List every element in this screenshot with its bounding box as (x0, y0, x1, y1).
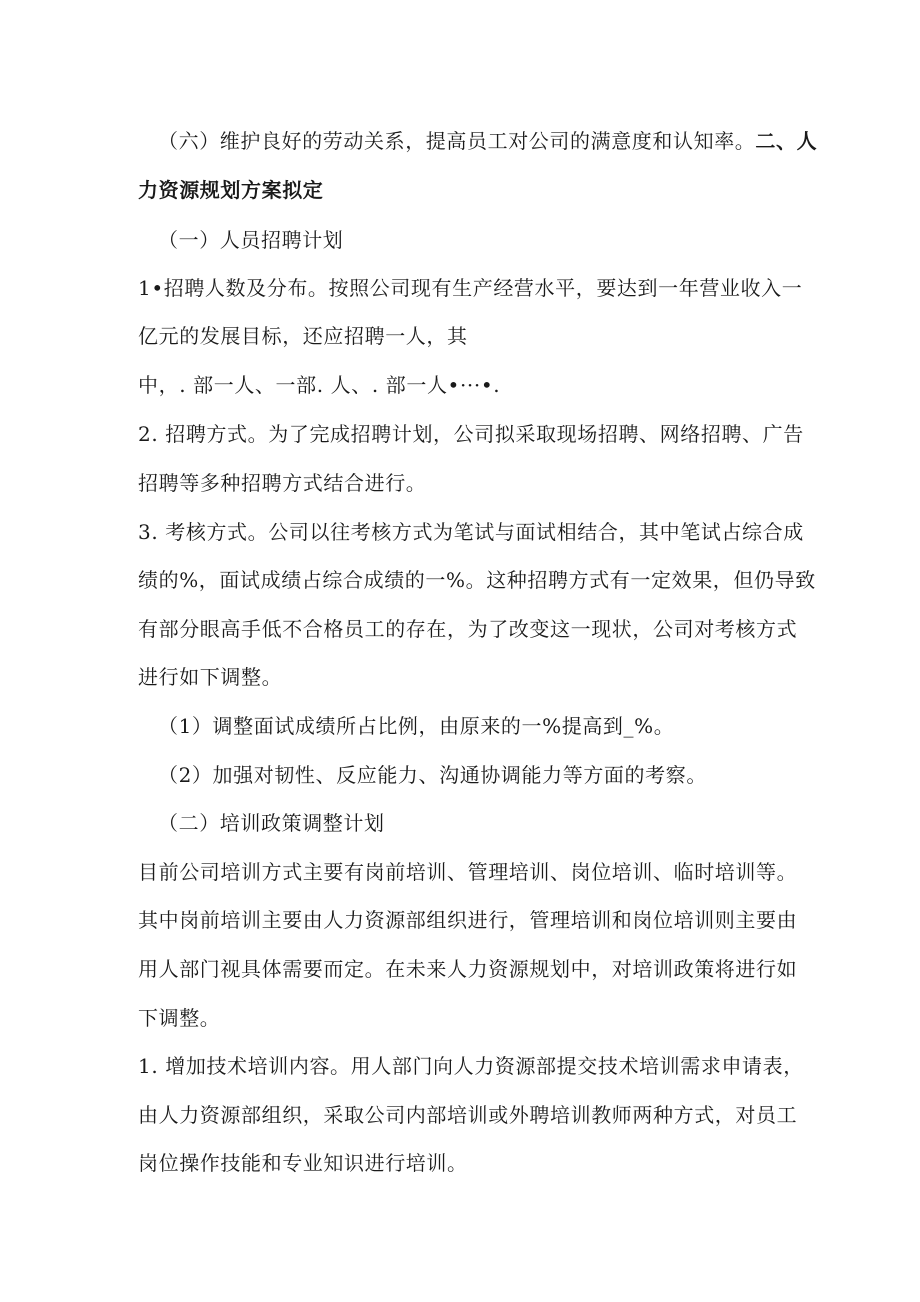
paragraph-line: 有部分眼高手低不合格员工的存在，为了改变这一现状，公司对考核方式 (138, 617, 798, 641)
list-item: （2）加强对韧性、反应能力、沟通协调能力等方面的考察。 (158, 763, 707, 787)
paragraph-line: 岗位操作技能和专业知识进行培训。 (138, 1151, 468, 1175)
subsection-heading-recruitment: （一）人员招聘计划 (158, 228, 344, 252)
paragraph-line: 进行如下调整。 (138, 665, 283, 689)
paragraph-text: （六）维护良好的劳动关系，提高员工对公司的满意度和认知率。 (158, 129, 756, 153)
paragraph-line (158, 127, 817, 155)
paragraph-line: 其中岗前培训主要由人力资源部组织进行，管理培训和岗位培训则主要由 (138, 908, 798, 932)
paragraph-line: 1. 增加技术培训内容。用人部门向人力资源部提交技术培训需求申请表， (138, 1054, 804, 1078)
list-item: （1）调整面试成绩所占比例，由原来的一%提高到_%。 (158, 714, 675, 738)
paragraph-line: 3. 考核方式。公司以往考核方式为笔试与面试相结合，其中笔试占综合成 (138, 520, 804, 544)
paragraph-line: 绩的%，面试成绩占综合成绩的一%。这种招聘方式有一定效果，但仍导致 (138, 568, 816, 592)
paragraph-line: 2. 招聘方式。为了完成招聘计划，公司拟采取现场招聘、网络招聘、广告 (138, 422, 804, 446)
paragraph-line: 中，. 部一人、一部. 人、. 部一人•···•. (138, 373, 501, 397)
section-heading-start: 二、人 (755, 129, 818, 153)
paragraph-line: 1•招聘人数及分布。按照公司现有生产经营水平，要达到一年营业收入一 (138, 276, 803, 300)
section-heading-line: 力资源规划方案拟定 (138, 178, 324, 202)
paragraph-line: 用人部门视具体需要而定。在未来人力资源规划中，对培训政策将进行如 (138, 957, 798, 981)
paragraph-line: 招聘等多种招聘方式结合进行。 (138, 471, 427, 495)
paragraph-line: 亿元的发展目标，还应招聘一人，其 (138, 324, 468, 348)
paragraph-line: 由人力资源部组织，采取公司内部培训或外聘培训教师两种方式，对员工 (138, 1103, 798, 1127)
paragraph-line: 目前公司培训方式主要有岗前培训、管理培训、岗位培训、临时培训等。 (138, 860, 798, 884)
subsection-heading-training: （二）培训政策调整计划 (158, 811, 385, 835)
paragraph-line: 下调整。 (138, 1006, 221, 1030)
